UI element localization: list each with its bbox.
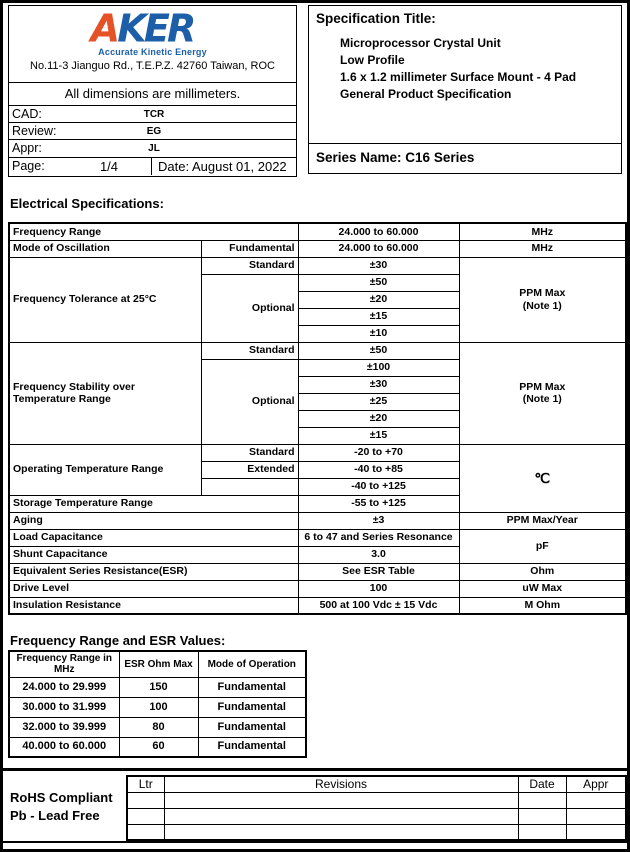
spec-title-line: Microprocessor Crystal Unit [340, 36, 501, 50]
spec-param-cell: Frequency Stability over Temperature Range [9, 342, 201, 444]
bottom-rule [3, 841, 627, 843]
spec-sub-cell: Standard [201, 342, 298, 359]
esr-cell: 60 [119, 737, 198, 757]
rohs-line: RoHS Compliant [10, 790, 113, 805]
unit-line: PPM Max [519, 380, 566, 393]
table-header-row [127, 776, 626, 792]
spec-value-cell: 24.000 to 60.000 [298, 240, 459, 257]
series-name: Series Name: C16 Series [309, 143, 621, 173]
appr-row [9, 139, 296, 157]
spec-unit-cell [459, 342, 626, 444]
aker-logo-icon [87, 9, 219, 49]
spec-value-cell: 500 at 100 Vdc ± 15 Vdc [298, 597, 459, 614]
spec-title-line: 1.6 x 1.2 millimeter Surface Mount - 4 Pad [340, 70, 577, 84]
table-row [9, 257, 626, 274]
unit-line: PPM Max [519, 287, 566, 300]
review-label: Review: [12, 124, 57, 138]
esr-table-heading: Frequency Range and ESR Values: [10, 633, 226, 648]
esr-header-cell: Frequency Range in MHz [9, 651, 119, 677]
table-row [9, 580, 626, 597]
spec-value-cell: ±15 [298, 427, 459, 444]
esr-header-cell: Mode of Operation [198, 651, 306, 677]
spec-value-cell: -40 to +125 [298, 478, 459, 495]
spec-unit-cell: Ohm [459, 563, 626, 580]
table-row [127, 824, 626, 840]
spec-title-label: Specification Title: [316, 11, 436, 26]
spec-sub-cell [201, 478, 298, 495]
esr-table [8, 650, 307, 758]
spec-title-block [308, 5, 622, 174]
dimensions-note: All dimensions are millimeters. [9, 82, 296, 105]
cad-row [9, 105, 296, 122]
revision-cell [566, 824, 626, 840]
spec-unit-cell [459, 257, 626, 342]
rev-header-cell: Appr [566, 776, 626, 792]
spec-value-cell: ±50 [298, 274, 459, 291]
rev-header-cell: Revisions [164, 776, 518, 792]
spec-value-cell: 6 to 47 and Series Resonance [298, 529, 459, 546]
spec-param-cell: Insulation Resistance [9, 597, 298, 614]
page-label: Page: [12, 159, 45, 173]
appr-label: Appr: [12, 141, 42, 155]
revision-cell [566, 808, 626, 824]
revision-cell [164, 808, 518, 824]
spec-param-cell: Equivalent Series Resistance(ESR) [9, 563, 298, 580]
revision-cell [164, 824, 518, 840]
esr-cell: Fundamental [198, 717, 306, 737]
cad-label: CAD: [12, 107, 42, 121]
table-row [9, 240, 626, 257]
spec-sub-cell: Standard [201, 444, 298, 461]
revision-cell [127, 808, 164, 824]
table-row [127, 808, 626, 824]
company-address: No.11-3 Jianguo Rd., T.E.P.Z. 42760 Taiwan, ROC [30, 60, 275, 72]
spec-sub-cell: Optional [201, 274, 298, 342]
esr-cell: Fundamental [198, 697, 306, 717]
esr-cell: Fundamental [198, 737, 306, 757]
revision-cell [127, 824, 164, 840]
spec-param-cell: Mode of Oscillation [9, 240, 201, 257]
spec-param-cell: Frequency Tolerance at 25°C [9, 257, 201, 342]
esr-cell: Fundamental [198, 677, 306, 697]
spec-sub-cell: Optional [201, 359, 298, 444]
date-text: Date: August 01, 2022 [158, 159, 287, 174]
table-row [9, 697, 306, 717]
spec-value-cell: ±100 [298, 359, 459, 376]
review-row [9, 122, 296, 139]
spec-unit-cell: M Ohm [459, 597, 626, 614]
spec-value-cell: -55 to +125 [298, 495, 459, 512]
spec-sub-cell: Extended [201, 461, 298, 478]
spec-value-cell: ±20 [298, 410, 459, 427]
spec-unit-cell: pF [459, 529, 626, 563]
revision-cell [518, 808, 566, 824]
spec-unit-cell: ℃ [459, 444, 626, 512]
table-row [9, 563, 626, 580]
review-value: EG [146, 126, 162, 137]
table-header-row [9, 651, 306, 677]
table-row [9, 223, 626, 240]
spec-sub-cell: Fundamental [201, 240, 298, 257]
spec-title-line: General Product Specification [340, 87, 512, 101]
spec-sub-cell: Standard [201, 257, 298, 274]
spec-value-cell: 24.000 to 60.000 [298, 223, 459, 240]
spec-value-cell: ±50 [298, 342, 459, 359]
page-number: 1/4 [99, 159, 119, 174]
table-row [9, 512, 626, 529]
logo-area [9, 6, 296, 82]
logo-tagline: Accurate Kinetic Energy [98, 47, 207, 57]
esr-cell: 80 [119, 717, 198, 737]
unit-note: (Note 1) [522, 393, 562, 405]
footer-separator [3, 768, 627, 771]
logo-letter-a: A [90, 9, 117, 49]
spec-value-cell: -20 to +70 [298, 444, 459, 461]
table-row [9, 444, 626, 461]
table-row [9, 342, 626, 359]
spec-value-cell: 100 [298, 580, 459, 597]
revisions-table [126, 775, 627, 841]
rev-header-cell: Date [518, 776, 566, 792]
table-row [9, 717, 306, 737]
spec-value-cell: ±15 [298, 308, 459, 325]
table-row [127, 792, 626, 808]
svg-text:AKER [87, 9, 193, 49]
cad-value: TCR [143, 109, 165, 120]
table-row [9, 529, 626, 546]
title-block [8, 5, 297, 177]
electrical-specs-heading: Electrical Specifications: [10, 196, 164, 211]
revision-cell [566, 792, 626, 808]
revision-cell [164, 792, 518, 808]
spec-value-cell: ±20 [298, 291, 459, 308]
appr-value: JL [148, 143, 160, 154]
esr-cell: 40.000 to 60.000 [9, 737, 119, 757]
spec-unit-cell: MHz [459, 240, 626, 257]
rev-header-cell: Ltr [127, 776, 164, 792]
spec-param-cell: Operating Temperature Range [9, 444, 201, 495]
spec-value-cell: -40 to +85 [298, 461, 459, 478]
table-row [9, 677, 306, 697]
revision-cell [518, 792, 566, 808]
esr-header-cell: ESR Ohm Max [119, 651, 198, 677]
esr-cell: 24.000 to 29.999 [9, 677, 119, 697]
spec-param-cell: Aging [9, 512, 298, 529]
rohs-line: Pb - Lead Free [10, 808, 100, 823]
spec-unit-cell: uW Max [459, 580, 626, 597]
spec-title-lines [340, 35, 621, 103]
unit-note: (Note 1) [522, 299, 562, 312]
spec-value-cell: ±25 [298, 393, 459, 410]
spec-value-cell: ±3 [298, 512, 459, 529]
spec-param-cell: Load Capacitance [9, 529, 298, 546]
esr-cell: 30.000 to 31.999 [9, 697, 119, 717]
spec-value-cell: ±30 [298, 376, 459, 393]
revision-cell [127, 792, 164, 808]
spec-title-line: Low Profile [340, 53, 405, 67]
spec-param-cell: Frequency Range [9, 223, 298, 240]
electrical-specs-table [8, 222, 627, 615]
spec-value-cell: 3.0 [298, 546, 459, 563]
esr-cell: 100 [119, 697, 198, 717]
spec-param-cell: Shunt Capacitance [9, 546, 298, 563]
esr-cell: 32.000 to 39.999 [9, 717, 119, 737]
table-row [9, 597, 626, 614]
page-date-divider [151, 158, 152, 175]
spec-value-cell: ±10 [298, 325, 459, 342]
revision-cell [518, 824, 566, 840]
table-row [9, 737, 306, 757]
spec-param-cell: Storage Temperature Range [9, 495, 298, 512]
logo-letters-ker: KER [116, 9, 194, 49]
page-date-row [9, 157, 296, 175]
spec-unit-cell: MHz [459, 223, 626, 240]
rohs-note [10, 789, 113, 825]
spec-param-cell: Drive Level [9, 580, 298, 597]
spec-value-cell: ±30 [298, 257, 459, 274]
esr-cell: 150 [119, 677, 198, 697]
spec-value-cell: See ESR Table [298, 563, 459, 580]
spec-unit-cell: PPM Max/Year [459, 512, 626, 529]
